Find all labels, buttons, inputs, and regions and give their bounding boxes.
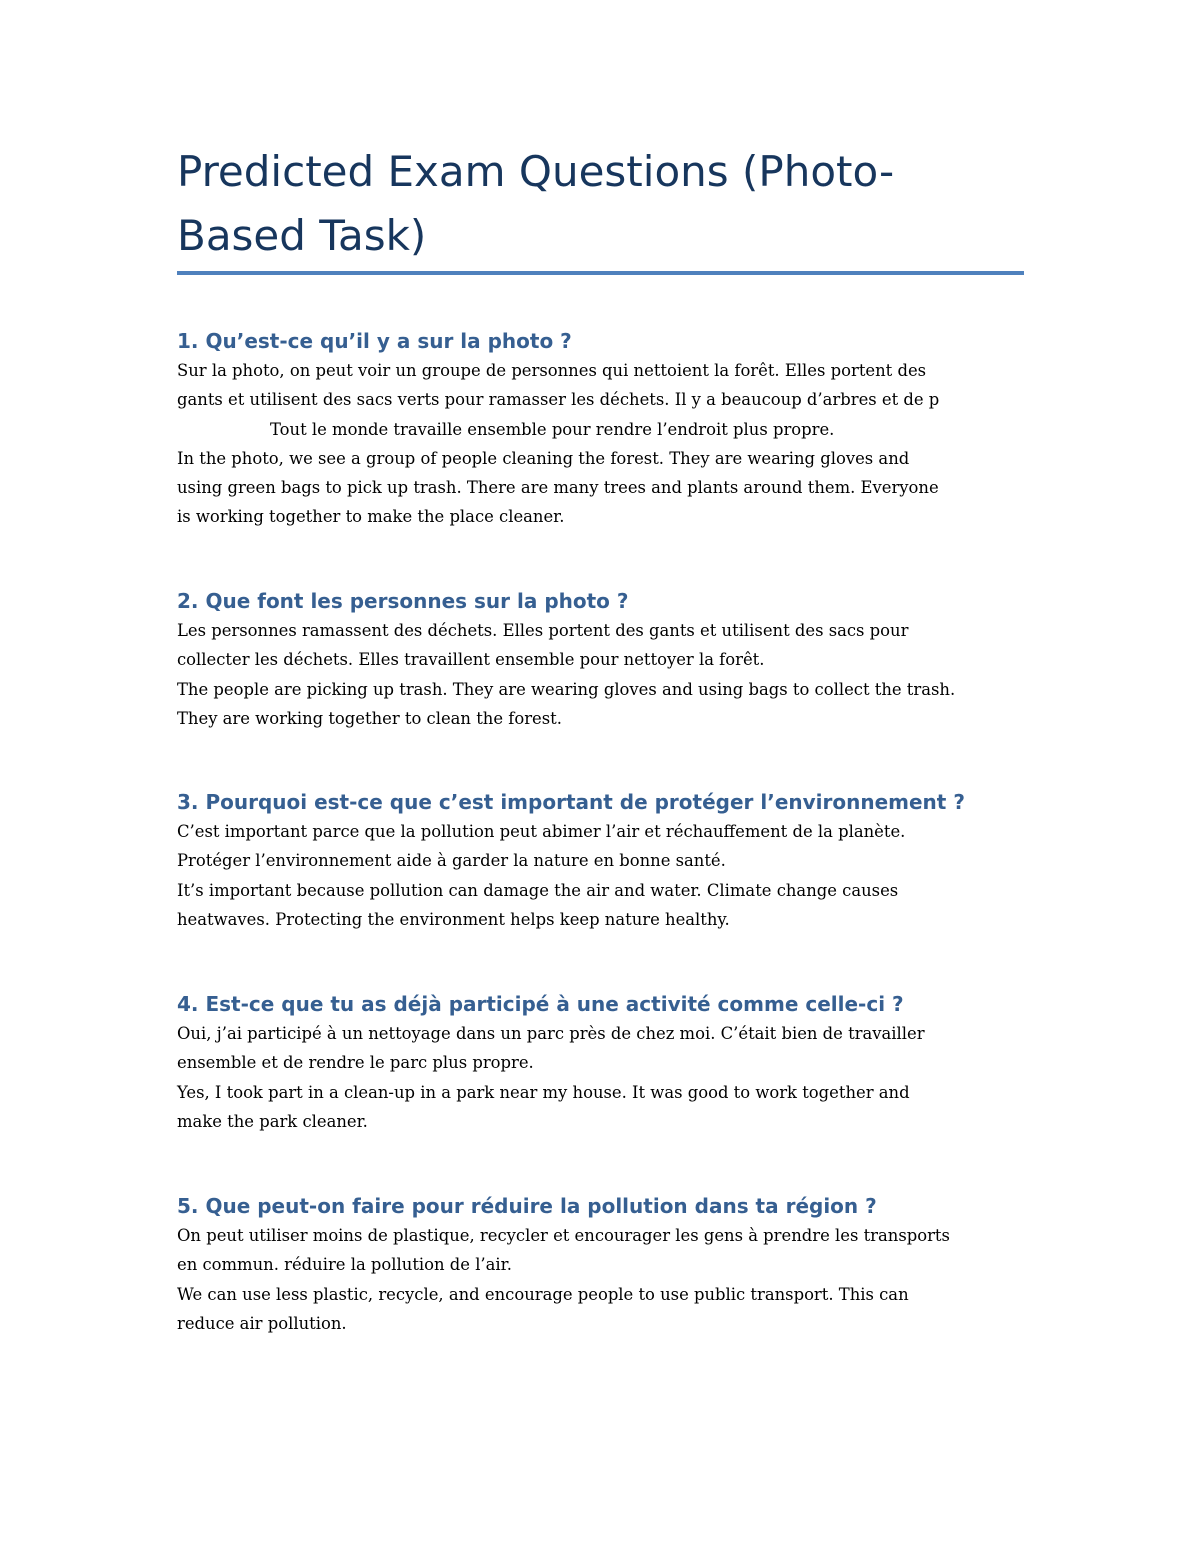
answer-line: Yes, I took part in a clean-up in a park near my house. It was good to work together and bbox=[177, 1082, 910, 1102]
answer-line: Protéger l’environnement aide à garder la nature en bonne santé. bbox=[177, 851, 726, 871]
answer-line: Tout le monde travaille ensemble pour rendre l’endroit plus propre. bbox=[270, 419, 835, 439]
question-heading: 3. Pourquoi est-ce que c’est important de protéger l’environnement ? bbox=[177, 790, 965, 814]
answer-line: make the park cleaner. bbox=[177, 1111, 368, 1131]
document-title bbox=[177, 140, 1027, 268]
document-title-line-2: Based Task) bbox=[177, 211, 427, 260]
question-heading: 4. Est-ce que tu as déjà participé à une activité comme celle-ci ? bbox=[177, 992, 904, 1016]
section-1 bbox=[177, 326, 1037, 532]
document-title-line-1: Predicted Exam Questions (Photo- bbox=[177, 147, 895, 196]
answer-line: They are working together to clean the forest. bbox=[177, 708, 562, 728]
answer-line: It’s important because pollution can damage the air and water. Climate change causes bbox=[177, 880, 899, 900]
question-heading: 2. Que font les personnes sur la photo ? bbox=[177, 589, 629, 613]
answer-line: gants et utilisent des sacs verts pour ramasser les déchets. Il y a beaucoup d’arbres et de p bbox=[177, 390, 940, 410]
section-5 bbox=[177, 1191, 1037, 1338]
answer-line: The people are picking up trash. They are wearing gloves and using bags to collect the trash. bbox=[177, 679, 956, 699]
answer-line: en commun. réduire la pollution de l’air. bbox=[177, 1255, 512, 1275]
answer-line: On peut utiliser moins de plastique, recycler et encourager les gens à prendre les transports bbox=[177, 1226, 950, 1245]
question-heading: 5. Que peut-on faire pour réduire la pollution dans ta région ? bbox=[177, 1194, 877, 1218]
question-heading: 1. Qu’est-ce qu’il y a sur la photo ? bbox=[177, 329, 572, 353]
section-3 bbox=[177, 787, 1037, 934]
answer-line: Oui, j’ai participé à un nettoyage dans un parc près de chez moi. C’était bien de travailler bbox=[177, 1024, 925, 1043]
answer-line: is working together to make the place cleaner. bbox=[177, 507, 565, 527]
answer-line: reduce air pollution. bbox=[177, 1313, 347, 1333]
answer-line: collecter les déchets. Elles travaillent ensemble pour nettoyer la forêt. bbox=[177, 650, 765, 670]
answer-line: C’est important parce que la pollution peut abimer l’air et réchauffement de la planète. bbox=[177, 822, 906, 841]
section-4 bbox=[177, 989, 1037, 1136]
answer-line: using green bags to pick up trash. There are many trees and plants around them. Everyone bbox=[177, 478, 939, 498]
section-2 bbox=[177, 586, 1037, 733]
answer-line: ensemble et de rendre le parc plus propre. bbox=[177, 1053, 534, 1073]
answer-line: Sur la photo, on peut voir un groupe de personnes qui nettoient la forêt. Elles portent des bbox=[177, 361, 927, 380]
title-underline bbox=[177, 271, 1024, 275]
answer-line: heatwaves. Protecting the environment helps keep nature healthy. bbox=[177, 909, 730, 929]
answer-line: In the photo, we see a group of people cleaning the forest. They are wearing gloves and bbox=[177, 448, 910, 468]
answer-line: Les personnes ramassent des déchets. Elles portent des gants et utilisent des sacs pour bbox=[177, 621, 909, 640]
answer-line: We can use less plastic, recycle, and encourage people to use public transport. This can bbox=[177, 1284, 909, 1304]
